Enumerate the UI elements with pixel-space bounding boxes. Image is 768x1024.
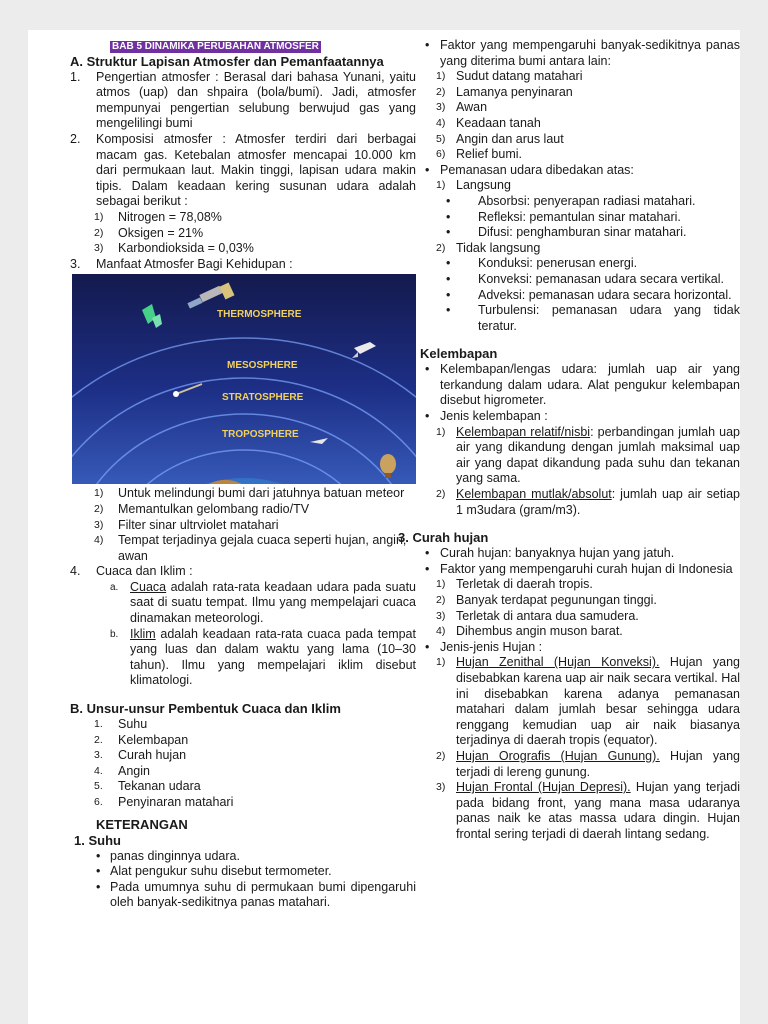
list-item: a. Cuaca adalah rata-rata keadaan udara pada suatu saat di suatu tempat. Ilmu yang mempelajari cuaca dinamakan meteorologi. xyxy=(110,579,416,626)
document-page xyxy=(28,30,740,1024)
section-a-heading: A. Struktur Lapisan Atmosfer dan Pemanfaatannya xyxy=(70,53,384,69)
list-item: 6) Relief bumi. xyxy=(436,147,522,162)
list-item: • Absorbsi: penyerapan radiasi matahari. xyxy=(420,194,740,210)
list-item: 2) Banyak terdapat pegunungan tinggi. xyxy=(436,593,657,607)
chapter-title: BAB 5 DINAMIKA PERUBAHAN ATMOSFER xyxy=(112,41,319,52)
list-item: • Difusi: penghamburan sinar matahari. xyxy=(420,225,740,241)
list-item: 4. Cuaca dan Iklim : xyxy=(70,564,193,579)
list-item: 1) Hujan Zenithal (Hujan Konveksi). Hujan yang disebabkan karena uap air naik secara vertikal. Hal ini disebabkan karena adanya pemanasan matahari dalam jumlah besar sehingga udara renggang kemudian uap air naik biasanya terjadinya di daerah tropis (equator). xyxy=(436,655,740,748)
list-item: • Jenis-jenis Hujan : xyxy=(420,640,740,656)
list-item: 4. Angin xyxy=(94,763,150,778)
list-item: 1. Suhu xyxy=(94,717,148,732)
section-b-heading: B. Unsur-unsur Pembentuk Cuaca dan Iklim xyxy=(70,701,341,717)
list-item: • Konduksi: penerusan energi. xyxy=(420,256,740,272)
list-item: • Alat pengukur suhu disebut termometer. xyxy=(70,864,416,880)
thermosphere-label: THERMOSPHERE xyxy=(217,309,302,321)
list-item: 2) Kelembapan mutlak/absolut: jumlah uap air setiap 1 m3udara (gram/m3). xyxy=(436,487,740,517)
left-column xyxy=(70,38,416,911)
list-item: • Faktor yang mempengaruhi curah hujan di Indonesia xyxy=(420,562,740,578)
list-item: • Kelembapan/lengas udara: jumlah uap air yang terkandung dalam udara. Alat pengukur kelembapan disebut higrometer. xyxy=(420,362,740,409)
list-item: • Turbulensi: pemanasan udara yang tidak teratur. xyxy=(420,303,740,334)
troposphere-label: TROPOSPHERE xyxy=(222,429,299,441)
list-item: • Pemanasan udara dibedakan atas: xyxy=(420,163,740,179)
list-item: 3) Terletak di antara dua samudera. xyxy=(436,608,639,623)
list-item: 1) Sudut datang matahari xyxy=(436,69,583,84)
list-item: 4) Dihembus angin muson barat. xyxy=(436,624,623,639)
list-item: 2) Hujan Orografis (Hujan Gunung). Hujan yang terjadi di lereng gunung. xyxy=(436,748,740,779)
list-item: 4) Tempat terjadinya gejala cuaca seperti hujan, angin, awan xyxy=(94,533,407,563)
list-item: 2. Komposisi atmosfer : Atmosfer terdiri dari berbagai macam gas. Ketebalan atmosfer mencapai 10.000 km dari permukaan laut. Makin tinggi, lapisan udara makin tipis. Dalam keadaan kering susunan udara adalah sebagai berikut : xyxy=(70,131,416,209)
right-column xyxy=(398,38,741,843)
list-item: 3) Hujan Frontal (Hujan Depresi). Hujan yang terjadi pada bidang front, yang mana masa udaranya panas naik ke atas massa udara dingin. Hujan frontal sering terjadi di daerah lintang sedang. xyxy=(436,780,740,841)
curah-hujan-heading: 3. Curah hujan xyxy=(398,530,489,546)
suhu-heading: 1. Suhu xyxy=(74,832,121,848)
list-item: 1) Untuk melindungi bumi dari jatuhnya batuan meteor xyxy=(94,486,405,501)
list-item: • Konveksi: pemanasan udara secara vertikal. xyxy=(420,272,740,288)
list-item: 1. Pengertian atmosfer : Berasal dari bahasa Yunani, yaitu atmos (uap) dan shpaira (bola/bumi). Jadi, atmosfer mempunyai pengertian selubung berwujud gas yang mengelilingi bumi xyxy=(70,69,416,131)
list-item: 5. Tekanan udara xyxy=(94,779,201,794)
list-item: 3) Awan xyxy=(436,100,488,115)
list-item: • Adveksi: pemanasan udara secara horizontal. xyxy=(420,288,740,304)
list-item: 5) Angin dan arus laut xyxy=(436,131,564,146)
list-item: 2) Oksigen = 21% xyxy=(94,225,204,240)
kelembapan-heading: Kelembapan xyxy=(420,346,498,362)
atmosphere-layers-figure xyxy=(72,274,416,484)
list-item: 1) Langsung xyxy=(436,178,511,193)
stratosphere-label: STRATOSPHERE xyxy=(222,392,304,404)
list-item: • Refleksi: pemantulan sinar matahari. xyxy=(420,210,740,226)
mesosphere-label: MESOSPHERE xyxy=(227,360,298,372)
list-item: • Curah hujan: banyaknya hujan yang jatuh. xyxy=(420,546,740,562)
list-item: 3) Karbondioksida = 0,03% xyxy=(94,241,254,256)
list-item: 2) Memantulkan gelombang radio/TV xyxy=(94,501,310,516)
list-item: 3. Manfaat Atmosfer Bagi Kehidupan : xyxy=(70,256,293,271)
list-item: 6. Penyinaran matahari xyxy=(94,795,234,809)
list-item: 2) Lamanya penyinaran xyxy=(436,84,573,99)
list-item: 4) Keadaan tanah xyxy=(436,115,541,130)
list-item: • Jenis kelembapan : xyxy=(420,409,740,425)
list-item: 2) Tidak langsung xyxy=(436,240,541,255)
list-item: b. Iklim adalah keadaan rata-rata cuaca pada tempat yang luas dan dalam waktu yang lama (10–30 tahun). Ilmu yang mempelajari iklim disebut klimatologi. xyxy=(110,626,416,688)
list-item: • Faktor yang mempengaruhi banyak-sedikitnya panas yang diterima bumi antara lain: xyxy=(420,38,740,69)
keterangan-heading: KETERANGAN xyxy=(96,816,188,832)
list-item: • Pada umumnya suhu di permukaan bumi dipengaruhi oleh banyak-sedikitnya panas matahari. xyxy=(70,880,416,911)
list-item: 1) Kelembapan relatif/nisbi: perbandingan jumlah uap air yang dikandung dengan jumlah maksimal uap air yang dapat dikandung pada suhu dan tekanan yang sama. xyxy=(436,424,741,486)
list-item: 1) Terletak di daerah tropis. xyxy=(436,577,593,592)
list-item: 2. Kelembapan xyxy=(94,732,189,747)
list-item: 3. Curah hujan xyxy=(94,748,187,763)
list-item: • panas dinginnya udara. xyxy=(70,849,416,865)
list-item: 3) Filter sinar ultrviolet matahari xyxy=(94,517,279,532)
list-item: 1) Nitrogen = 78,08% xyxy=(94,209,222,224)
